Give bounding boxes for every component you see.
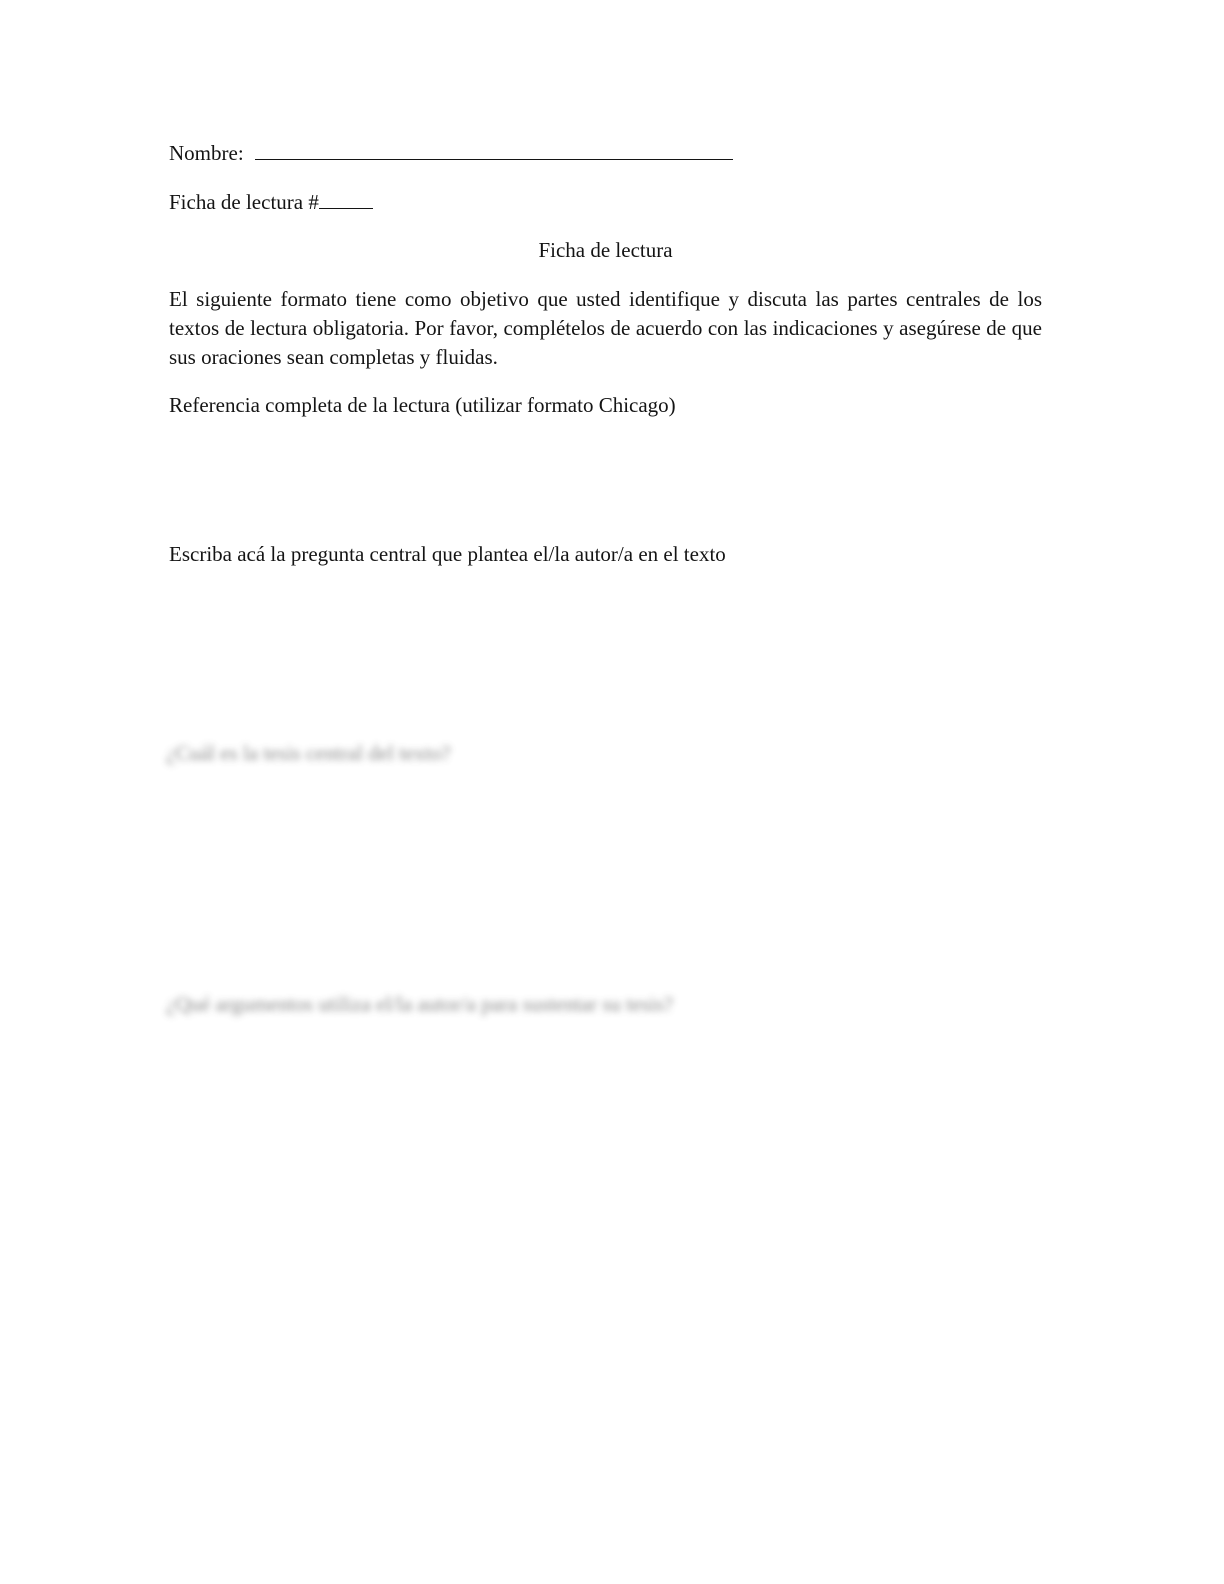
- sheet-number-label: Ficha de lectura #: [169, 190, 319, 214]
- instructions-paragraph: El siguiente formato tiene como objetivo que usted identifique y discuta las partes centrales de los textos de lectura obligatoria. Por favor, complételos de acuerdo con las indicaciones y asegúrese de que sus oraciones sean completas y fluidas.: [169, 287, 1042, 369]
- name-blank[interactable]: [255, 141, 733, 160]
- sheet-number-line: [169, 188, 373, 217]
- sheet-number-blank[interactable]: [319, 190, 373, 209]
- name-line: [169, 139, 733, 168]
- question-reference: Referencia completa de la lectura (utilizar formato Chicago): [169, 393, 676, 417]
- blurred-question-arguments: ¿Qué argumentos utiliza el/la autor/a para sustentar su tesis?: [166, 992, 673, 1016]
- question-central: Escriba acá la pregunta central que plantea el/la autor/a en el texto: [169, 542, 726, 566]
- blurred-question-thesis: ¿Cuál es la tesis central del texto?: [166, 741, 451, 765]
- document-title: Ficha de lectura: [538, 238, 673, 262]
- name-label: Nombre:: [169, 141, 244, 165]
